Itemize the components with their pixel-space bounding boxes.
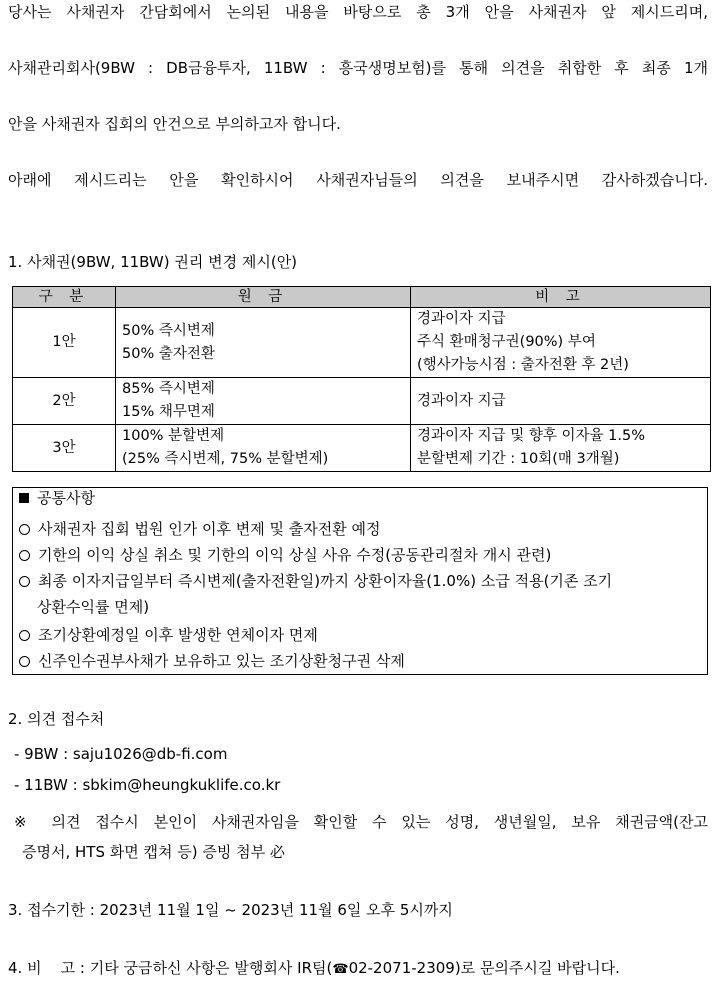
table-row (13, 308, 711, 378)
row-no: 1안 (13, 308, 116, 378)
header-principal: 원 금 (116, 287, 411, 308)
intro-line-1: 당사는 사채권자 간담회에서 논의된 내용을 바탕으로 총 3개 안을 사채권자 앞 제시드리며, (8, 3, 708, 21)
common-item: 기한의 이익 상실 취소 및 기한의 이익 상실 사유 수정(공동관리절차 개시 관련) (19, 544, 705, 566)
intro-line-4: 아래에 제시드리는 안을 확인하시어 사채권자님들의 의견을 보내주시면 감사하겠습니다. (8, 171, 708, 189)
section-1-title: 1. 사채권(9BW, 11BW) 권리 변경 제시(안) (8, 253, 298, 271)
common-item: 신주인수권부사채가 보유하고 있는 조기상환청구권 삭제 (19, 650, 705, 672)
row-no: 3안 (13, 425, 116, 472)
row-remark: 경과이자 지급 및 향후 이자율 1.5% 분할변제 기간 : 10회(매 3개월) (411, 425, 711, 472)
contact-11bw: - 11BW : sbkim@heungkuklife.co.kr (14, 776, 281, 794)
row-no: 2안 (13, 378, 116, 425)
row-remark: 경과이자 지급 (411, 378, 711, 425)
circle-bullet-icon (19, 630, 30, 641)
header-division: 구 분 (13, 287, 116, 308)
common-terms-heading: 공통사항 (19, 488, 95, 508)
note-line-1: ※ 의견 접수시 본인이 사채권자임을 확인할 수 있는 성명, 생년월일, 보유 채권금액(잔고 (14, 813, 708, 831)
black-square-icon (19, 493, 29, 503)
phone-number: 02-2071-2309 (348, 959, 455, 977)
row-principal: 100% 분할변제 (25% 즉시변제, 75% 분할변제) (116, 425, 411, 472)
row-remark: 경과이자 지급 주식 환매청구권(90%) 부여 (행사가능시점 : 출자전환 후 2년) (411, 308, 711, 378)
table-row (13, 425, 711, 472)
intro-line-2: 사채관리회사(9BW : DB금융투자, 11BW : 흥국생명보험)를 통해 의견을 취합한 후 최종 1개 (8, 59, 708, 77)
circle-bullet-icon (19, 550, 30, 561)
circle-bullet-icon (19, 656, 30, 667)
common-item-continued: 상환수익률 면제) (37, 598, 150, 616)
header-remark: 비 고 (411, 287, 711, 308)
row-principal: 85% 즉시변제 15% 채무면제 (116, 378, 411, 425)
section-2-title: 2. 의견 접수처 (8, 710, 105, 728)
section-3-deadline: 3. 접수기한 : 2023년 11월 1일 ~ 2023년 11월 6일 오후 5시까지 (8, 901, 453, 919)
rights-change-table (12, 286, 711, 472)
phone-icon: ☎ (332, 962, 349, 977)
contact-9bw: - 9BW : saju1026@db-fi.com (14, 745, 228, 763)
common-terms-box (12, 487, 708, 675)
circle-bullet-icon (19, 576, 30, 587)
common-item: 조기상환예정일 이후 발생한 연체이자 면제 (19, 624, 705, 646)
section-4-remark: 4. 비 고 : 기타 궁금하신 사항은 발행회사 IR팀(☎02-2071-2309)로 문의주시길 바랍니다. (8, 958, 620, 980)
table-header-row (13, 287, 711, 308)
row-principal: 50% 즉시변제 50% 출자전환 (116, 308, 411, 378)
table-row (13, 378, 711, 425)
intro-line-3: 안을 사채권자 집회의 안건으로 부의하고자 합니다. (8, 115, 341, 133)
note-line-2: 증명서, HTS 화면 캡쳐 등) 증빙 첨부 必 (22, 843, 285, 861)
common-item: 최종 이자지급일부터 즉시변제(출자전환일)까지 상환이자율(1.0%) 소급 적용(기존 조기 (19, 570, 705, 592)
circle-bullet-icon (19, 524, 30, 535)
common-item: 사채권자 집회 법원 인가 이후 변제 및 출자전환 예정 (19, 518, 705, 540)
